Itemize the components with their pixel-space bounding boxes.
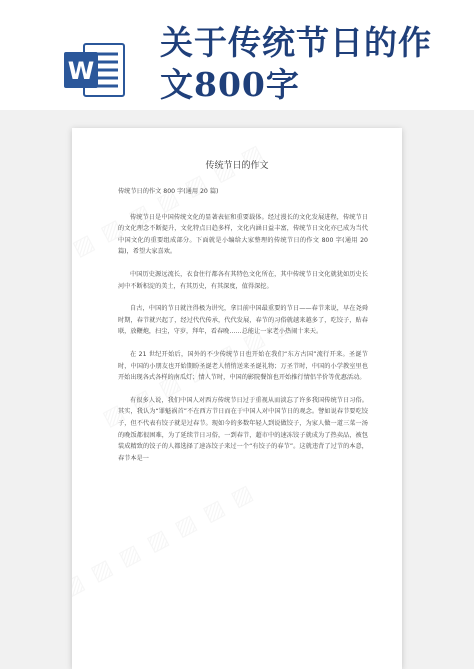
document-title: 传统节日的作文: [205, 161, 269, 171]
banner: [0, 0, 474, 120]
paragraph: 中国历史源远流长，衣食住行都各有其特色文化所在，其中传统节日文化就犹如历史长河中不断积淀的美土，有其历史，有其深度，值得深挖。: [118, 270, 368, 290]
paragraph: 自古，中国的节日就注得极为讲究，拿目前中国最重要的节日——春节来说，早在尧舜时期，春节就兴起了，经过代代传承，代代发展，春节的习俗就越来越多了，吃饺子，贴春联，放鞭炮，扫尘，守岁，拜年，看春晚……总能让一家老小热闹十来天。: [118, 305, 368, 336]
document-page: [72, 128, 402, 669]
banner-title-line-2: 文800字: [160, 65, 300, 104]
document-body: [118, 186, 368, 475]
word-logo-letter: W: [67, 57, 95, 85]
document-subtitle: 传统节日的作文 800 字(通用 20 篇): [118, 188, 219, 195]
watermark: [72, 479, 259, 601]
paragraph: 有很多人说，我们中国人对西方传统节日过于重视从而淡忘了许多我国传统节日习俗。其实，我认为“罪魁祸首”不在西方节日而在于中国人对中国节日的观念。譬如说春节要吃饺子，但不代表有饺子就是过春节。现如今的多数年轻人到说做饺子，为家人做一道三菜一汤的晚饭都很困难，为了延续节日习俗，一到春节，超市中的速冻饺子就成为了热卖品，被包装成精致的饺子的人都选择了速冻饺子来过一个“有饺子的春节”。这就违背了过节的本意，春节本是一: [118, 396, 368, 462]
word-document-icon: [62, 40, 128, 100]
banner-title-line-1: 关于传统节日的作: [160, 23, 432, 62]
paragraph: 传统节日是中国传统文化的显著表征和重要载体。经过漫长的文化发展进程，传统节日的文化理念不断提升，文化特点日趋多样，文化内涵日益丰富，传统节日文化亦已成为当代中国文化的重要组成部分。下面就是小编给大家整理的传统节日的作文 800 字(通用 20 篇)，希望大家喜欢。: [118, 213, 368, 256]
banner-title: [160, 22, 460, 106]
paragraph: 在 21 世纪开始后，国外的不少传统节日也开始在我们“东方古国”流行开来。圣诞节时，中国的小朋友也开始期盼圣诞老人悄悄送来圣诞礼物；万圣节时，中国的小学教室里也开始出现各式各样的南瓜灯；情人节时，中国的影院餐馆也开始推行情侣半价等优惠活动。: [118, 350, 368, 382]
